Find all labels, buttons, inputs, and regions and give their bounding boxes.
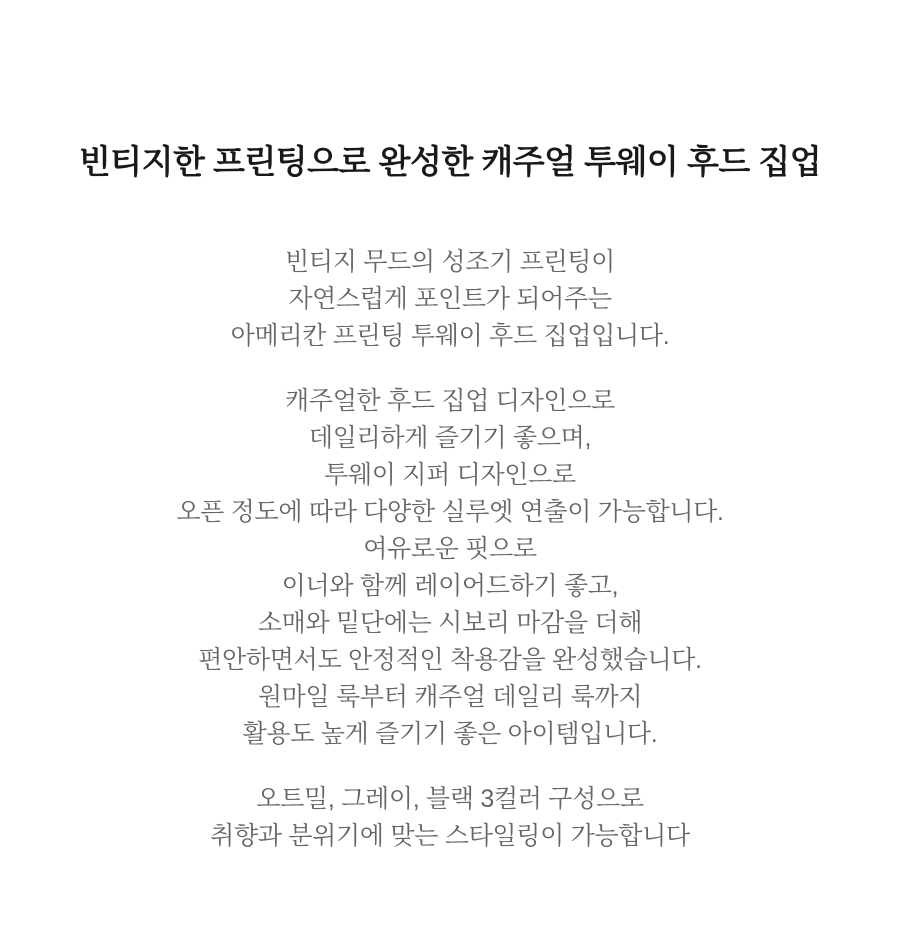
description-paragraph bbox=[0, 244, 900, 355]
description-line: 아메리칸 프린팅 투웨이 후드 집업입니다. bbox=[230, 322, 670, 350]
description-line: 오트밀, 그레이, 블랙 3컬러 구성으로 bbox=[256, 785, 644, 813]
description-line: 소매와 밑단에는 시보리 마감을 더해 bbox=[257, 609, 643, 637]
description-line: 오픈 정도에 따라 다양한 실루엣 연출이 가능합니다. bbox=[176, 498, 724, 526]
page-title: 빈티지한 프린팅으로 완성한 캐주얼 투웨이 후드 집업 bbox=[78, 143, 822, 180]
description-line: 여유로운 핏으로 bbox=[363, 535, 537, 563]
description-line: 데일리하게 즐기기 좋으며, bbox=[308, 424, 592, 452]
description-line: 자연스럽게 포인트가 되어주는 bbox=[288, 285, 612, 313]
description-line: 활용도 높게 즐기기 좋은 아이템입니다. bbox=[242, 720, 658, 748]
description-line: 원마일 룩부터 캐주얼 데일리 룩까지 bbox=[257, 683, 643, 711]
product-description-body bbox=[0, 244, 900, 855]
description-line: 편안하면서도 안정적인 착용감을 완성했습니다. bbox=[198, 646, 702, 674]
description-paragraph bbox=[0, 781, 900, 855]
description-line: 투웨이 지퍼 디자인으로 bbox=[324, 461, 576, 489]
description-line: 취향과 분위기에 맞는 스타일링이 가능합니다 bbox=[210, 822, 690, 850]
description-line: 빈티지 무드의 성조기 프린팅이 bbox=[285, 248, 615, 276]
description-line: 이너와 함께 레이어드하기 좋고, bbox=[281, 572, 619, 600]
description-line: 캐주얼한 후드 집업 디자인으로 bbox=[285, 387, 615, 415]
description-paragraph bbox=[0, 383, 900, 753]
